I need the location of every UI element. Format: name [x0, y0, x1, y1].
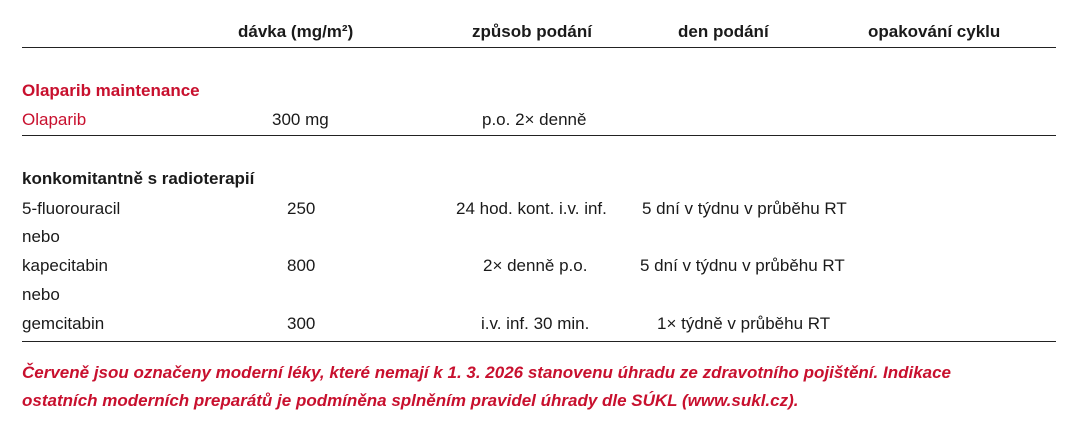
- dose-fluorouracil: 250: [287, 199, 316, 218]
- table-bottom-divider: [22, 341, 1056, 342]
- column-header-dose: dávka (mg/m²): [238, 22, 354, 41]
- connector-nebo-1: nebo: [22, 227, 60, 246]
- column-header-day: den podání: [678, 22, 769, 41]
- dose-gemcitabin: 300: [287, 314, 316, 333]
- section-divider: [22, 135, 1056, 136]
- section-title-radiotherapy: konkomitantně s radioterapií: [22, 169, 255, 188]
- day-fluorouracil: 5 dní v týdnu v průběhu RT: [642, 199, 847, 218]
- header-divider: [22, 47, 1056, 48]
- footnote-line-1: Červeně jsou označeny moderní léky, které nemají k 1. 3. 2026 stanovenu úhradu ze zdravotního pojištění. Indikace: [22, 363, 952, 382]
- route-fluorouracil: 24 hod. kont. i.v. inf.: [456, 199, 607, 218]
- column-header-repeat: opakování cyklu: [868, 22, 1001, 41]
- drug-name-olaparib: Olaparib: [22, 110, 87, 129]
- column-header-route: způsob podání: [472, 22, 592, 41]
- dose-kapecitabin: 800: [287, 256, 316, 275]
- route-olaparib: p.o. 2× denně: [482, 110, 587, 129]
- drug-name-gemcitabin: gemcitabin: [22, 314, 105, 333]
- connector-nebo-2: nebo: [22, 285, 60, 304]
- drug-name-kapecitabin: kapecitabin: [22, 256, 109, 275]
- route-kapecitabin: 2× denně p.o.: [483, 256, 588, 275]
- dose-olaparib: 300 mg: [272, 110, 329, 129]
- section-title-olaparib: Olaparib maintenance: [22, 81, 200, 100]
- day-gemcitabin: 1× týdně v průběhu RT: [657, 314, 831, 333]
- footnote-line-2: ostatních moderních preparátů je podmíněna splněním pravidel úhrady dle SÚKL (www.sukl.cz).: [22, 391, 799, 410]
- footnote: [22, 359, 1056, 415]
- day-kapecitabin: 5 dní v týdnu v průběhu RT: [640, 256, 845, 275]
- route-gemcitabin: i.v. inf. 30 min.: [481, 314, 590, 333]
- drug-name-fluorouracil: 5-fluorouracil: [22, 199, 121, 218]
